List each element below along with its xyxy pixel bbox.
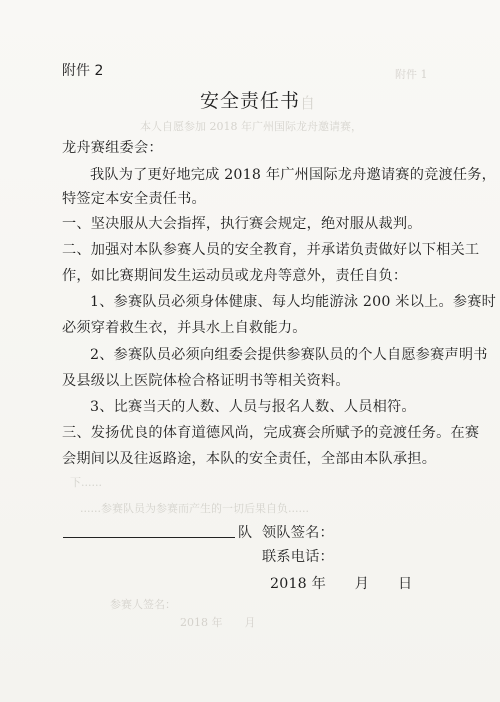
document-title: 安全责任书: [199, 90, 300, 112]
leader-signature-label: 领队签名：: [262, 525, 334, 541]
body-line: 2、参赛队员必须向组委会提供参赛队员的个人自愿参赛声明书: [90, 347, 488, 363]
reverse-side-showthrough: ......参赛队员为参赛而产生的一切后果自负......: [80, 502, 309, 515]
body-line: 3、比赛当天的人数、人员与报名人数、人员相符。: [90, 399, 416, 415]
team-name-blank: [63, 537, 235, 538]
reverse-side-showthrough: 本人自愿参加 2018 年广州国际龙舟邀请赛，: [140, 120, 362, 133]
team-suffix: 队: [238, 525, 253, 541]
body-line: 特签定本安全责任书。: [62, 191, 206, 207]
body-line: 三、发扬优良的体育道德风尚，完成赛会所赋予的竞渡任务。在赛: [62, 425, 480, 441]
reverse-side-showthrough: 附件 1: [395, 68, 428, 81]
phone-label: 联系电话：: [262, 549, 334, 565]
signature-date: 2018 年 月 日: [270, 576, 413, 592]
reverse-side-showthrough: 下......: [70, 476, 102, 489]
addressee: 龙舟赛组委会：: [62, 140, 163, 156]
body-line: 我队为了更好地完成 2018 年广州国际龙舟邀请赛的竞渡任务，: [90, 167, 497, 183]
body-line: 二、加强对本队参赛人员的安全教育，并承诺负责做好以下相关工: [62, 242, 480, 258]
body-line: 会期间以及往返路途，本队的安全责任，全部由本队承担。: [62, 451, 437, 467]
reverse-side-showthrough: 2018 年 月: [180, 616, 256, 629]
body-line: 必须穿着救生衣，并具水上自救能力。: [62, 320, 307, 336]
body-line: 作，如比赛期间发生运动员或龙舟等意外，责任自负：: [62, 268, 408, 284]
body-line: 及县级以上医院体检合格证明书等相关资料。: [62, 373, 350, 389]
reverse-side-showthrough: 参赛人签名：: [110, 598, 176, 611]
attachment-label: 附件 2: [62, 63, 104, 79]
reverse-side-showthrough: 自: [300, 94, 316, 112]
body-line: 1、参赛队员必须身体健康、每人均能游泳 200 米以上。参赛时: [90, 294, 497, 310]
body-line: 一、坚决服从大会指挥，执行赛会规定，绝对服从裁判。: [62, 216, 422, 232]
